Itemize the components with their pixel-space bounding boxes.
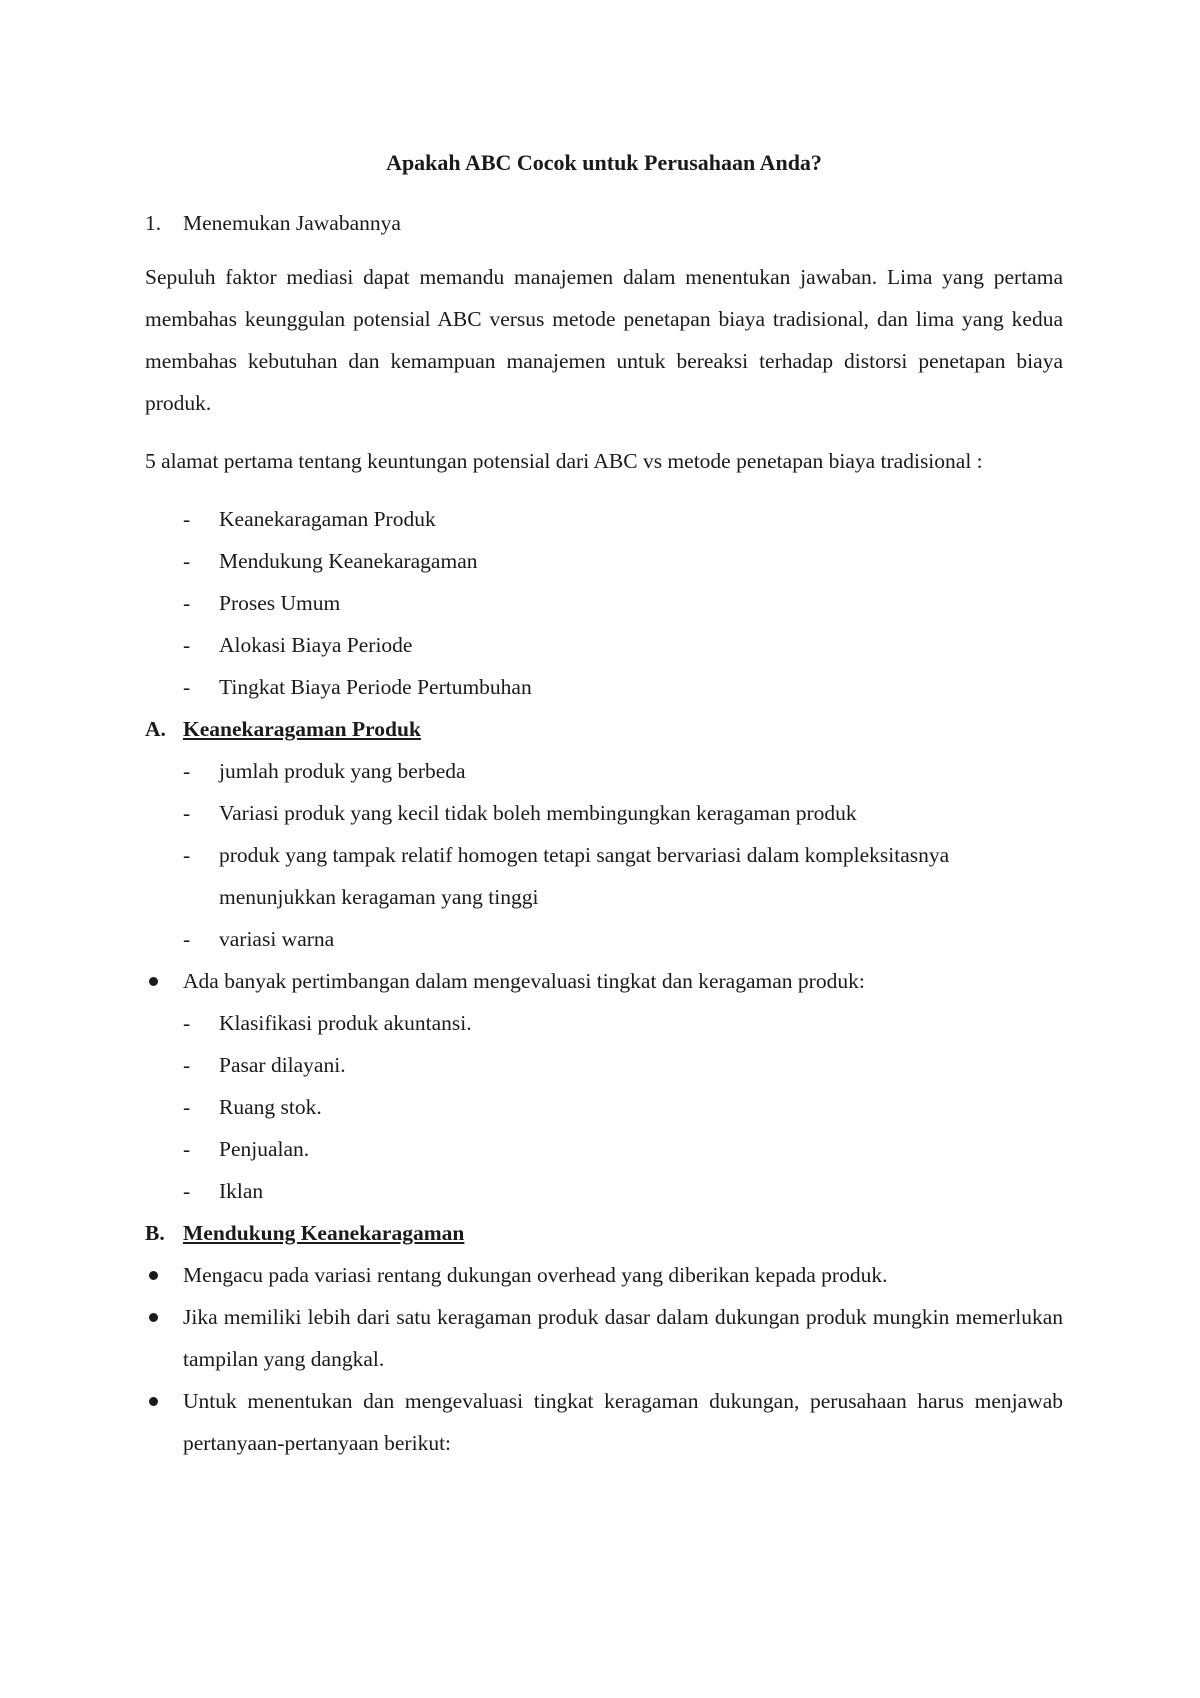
dash-marker: - (183, 1137, 191, 1161)
section-letter: B. (145, 1221, 165, 1245)
list-item-text: Iklan (219, 1179, 264, 1203)
bullet-icon (149, 1313, 158, 1322)
list-item-text: Tingkat Biaya Periode Pertumbuhan (219, 675, 532, 699)
list-item-text: Keanekaragaman Produk (219, 507, 436, 531)
intro-paragraph: Sepuluh faktor mediasi dapat memandu manajemen dalam menentukan jawaban. Lima yang pertama membahas keunggulan potensial ABC versus metode penetapan biaya tradisional, dan lima yang kedua membahas kebutuhan dan kemampuan manajemen untuk bereaksi terhadap distorsi penetapan biaya produk. (145, 265, 1063, 415)
bullet-text: Jika memiliki lebih dari satu keragaman produk dasar dalam dukungan produk mungkin memerlukan tampilan yang dangkal. (183, 1305, 1063, 1371)
bullet-icon (149, 1271, 158, 1280)
list-item-text: jumlah produk yang berbeda (219, 759, 466, 783)
list-item (145, 582, 1063, 624)
section-b-bullet-list (145, 1254, 1063, 1464)
dash-marker: - (183, 507, 191, 531)
list-item-text: Variasi produk yang kecil tidak boleh membingungkan keragaman produk (219, 801, 857, 825)
considerations-list (145, 1002, 1063, 1212)
bullet-text: Mengacu pada variasi rentang dukungan overhead yang diberikan kepada produk. (183, 1263, 888, 1287)
dash-marker: - (183, 1011, 191, 1035)
bullet-item (145, 1254, 1063, 1296)
dash-marker: - (183, 549, 191, 573)
section-a-dash-list (145, 750, 1063, 960)
list-item-text: Alokasi Biaya Periode (219, 633, 413, 657)
dash-marker: - (183, 927, 191, 951)
list-item-text: Klasifikasi produk akuntansi. (219, 1011, 472, 1035)
list-item (145, 834, 1063, 918)
section-title: Keanekaragaman Produk (183, 717, 421, 741)
bullet-item (145, 960, 1063, 1002)
bullet-text: Ada banyak pertimbangan dalam mengevaluasi tingkat dan keragaman produk: (183, 969, 865, 993)
dash-marker: - (183, 1095, 191, 1119)
dash-marker: - (183, 843, 191, 867)
list-item-text: Mendukung Keanekaragaman (219, 549, 478, 573)
section-title: Mendukung Keanekaragaman (183, 1221, 465, 1245)
list-item (145, 666, 1063, 708)
dash-marker: - (183, 591, 191, 615)
item-number: 1. (145, 211, 162, 235)
dash-marker: - (183, 801, 191, 825)
list-item-text: Ruang stok. (219, 1095, 322, 1119)
list-item (145, 1128, 1063, 1170)
bullet-text: Untuk menentukan dan mengevaluasi tingkat keragaman dukungan, perusahaan harus menjawab pertanyaan-pertanyaan berikut: (183, 1389, 1063, 1455)
dash-marker: - (183, 1179, 191, 1203)
list-item (145, 1002, 1063, 1044)
list-item (145, 498, 1063, 540)
dash-marker: - (183, 675, 191, 699)
list-item-text: produk yang tampak relatif homogen tetapi sangat bervariasi dalam kompleksitasnya menunjukkan keragaman yang tinggi (219, 843, 950, 909)
list-item (145, 918, 1063, 960)
list-item (145, 1170, 1063, 1212)
section-a-bullet-list (145, 960, 1063, 1002)
list-item (145, 792, 1063, 834)
section-a-heading (145, 708, 1063, 750)
item-text: Menemukan Jawabannya (183, 211, 401, 235)
bullet-icon (149, 977, 158, 986)
bullet-item (145, 1296, 1063, 1380)
document-title: Apakah ABC Cocok untuk Perusahaan Anda? (386, 150, 822, 175)
list-item-text: Penjualan. (219, 1137, 310, 1161)
list-item (145, 1086, 1063, 1128)
list-item (145, 750, 1063, 792)
dash-marker: - (183, 1053, 191, 1077)
list-item-text: Pasar dilayani. (219, 1053, 346, 1077)
list-item-text: variasi warna (219, 927, 335, 951)
section-b-heading (145, 1212, 1063, 1254)
numbered-item (145, 208, 1063, 238)
factors-paragraph: 5 alamat pertama tentang keuntungan potensial dari ABC vs metode penetapan biaya tradisional : (145, 449, 983, 473)
bullet-icon (149, 1397, 158, 1406)
bullet-item (145, 1380, 1063, 1464)
document-body (145, 140, 1063, 1464)
list-item (145, 540, 1063, 582)
dash-marker: - (183, 633, 191, 657)
list-item (145, 624, 1063, 666)
dash-marker: - (183, 759, 191, 783)
list-item-text: Proses Umum (219, 591, 341, 615)
factor-list (145, 498, 1063, 708)
section-letter: A. (145, 717, 166, 741)
list-item (145, 1044, 1063, 1086)
